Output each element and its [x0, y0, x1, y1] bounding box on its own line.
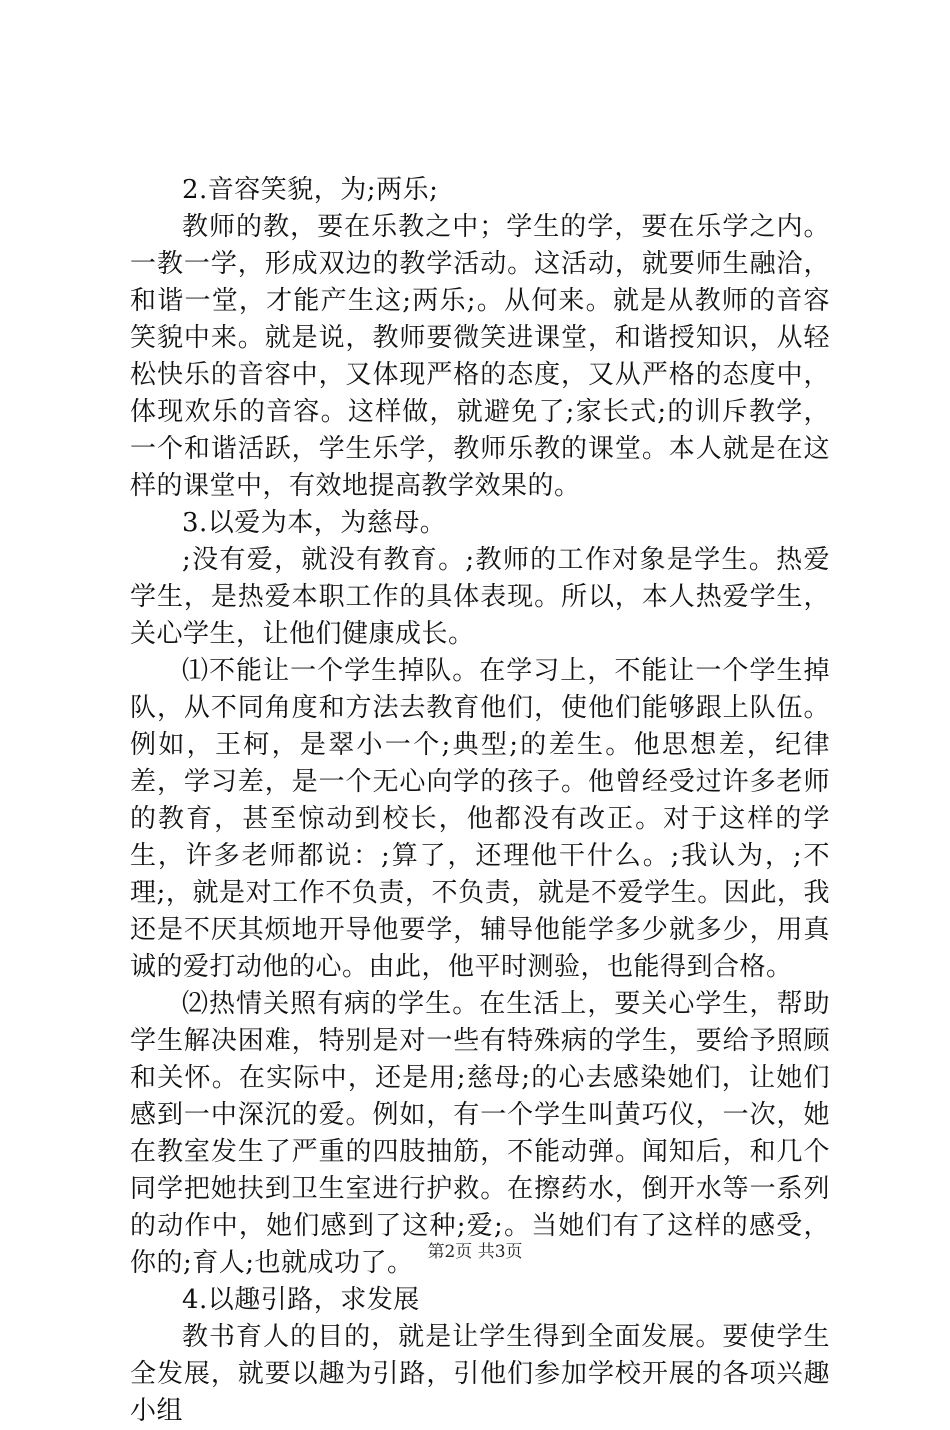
section-heading-4: 4.以趣引路，求发展	[182, 1285, 420, 1315]
paragraph-no-student-left-behind: ⑴不能让一个学生掉队。在学习上，不能让一个学生掉队，从不同角度和方法去教育他们，使他们能够跟上队伍。例如，王柯，是翠小一个;典型;的差生。他思想差，纪律差，学习差，是一个无心向学的孩子。他曾经受过许多老师的教育，甚至惊动到校长，他都没有改正。对于这样的学生，许多老师都说：;算了，还理他干什么。;我认为，;不理;，就是对工作不负责，不负责，就是不爱学生。因此，我还是不厌其烦地开导他要学，辅导他能学多少就多少，用真诚的爱打动他的心。由此，他平时测验，也能得到合格。	[130, 656, 830, 982]
paragraph-joyful-teaching: 教师的教，要在乐教之中；学生的学，要在乐学之内。一教一学，形成双边的教学活动。这活动，就要师生融洽，和谐一堂，才能产生这;两乐;。从何来。就是从教师的音容笑貌中来。就是说，教师要微笑进课堂，和谐授知识，从轻松快乐的音容中，又体现严格的态度，又从严格的态度中，体现欢乐的音容。这样做，就避免了;家长式;的训斥教学，一个和谐活跃，学生乐学，教师乐教的课堂。本人就是在这样的课堂中，有效地提高教学效果的。	[130, 212, 830, 501]
paragraph-care-for-sick-students: ⑵热情关照有病的学生。在生活上，要关心学生，帮助学生解决困难，特别是对一些有特殊病的学生，要给予照顾和关怀。在实际中，还是用;慈母;的心去感染她们，让她们感到一中深沉的爱。例如，有一个学生叫黄巧仪，一次，她在教室发生了严重的四肢抽筋，不能动弹。闻知后，和几个同学把她扶到卫生室进行护救。在擦药水，倒开水等一系列的动作中，她们感到了这种;爱;。当她们有了这样的感受，你的;育人;也就成功了。	[130, 989, 830, 1278]
paragraph-all-round-development: 教书育人的目的，就是让学生得到全面发展。要使学生全发展，就要以趣为引路，引他们参加学校开展的各项兴趣小组	[130, 1322, 830, 1426]
section-heading-2: 2.音容笑貌，为;两乐;	[182, 175, 439, 205]
page-number-footer: 第2页 共3页	[427, 1242, 523, 1262]
paragraph-love-students: ;没有爱，就没有教育。;教师的工作对象是学生。热爱学生，是热爱本职工作的具体表现。所以，本人热爱学生，关心学生，让他们健康成长。	[130, 545, 830, 649]
section-heading-3: 3.以爱为本，为慈母。	[182, 508, 447, 538]
